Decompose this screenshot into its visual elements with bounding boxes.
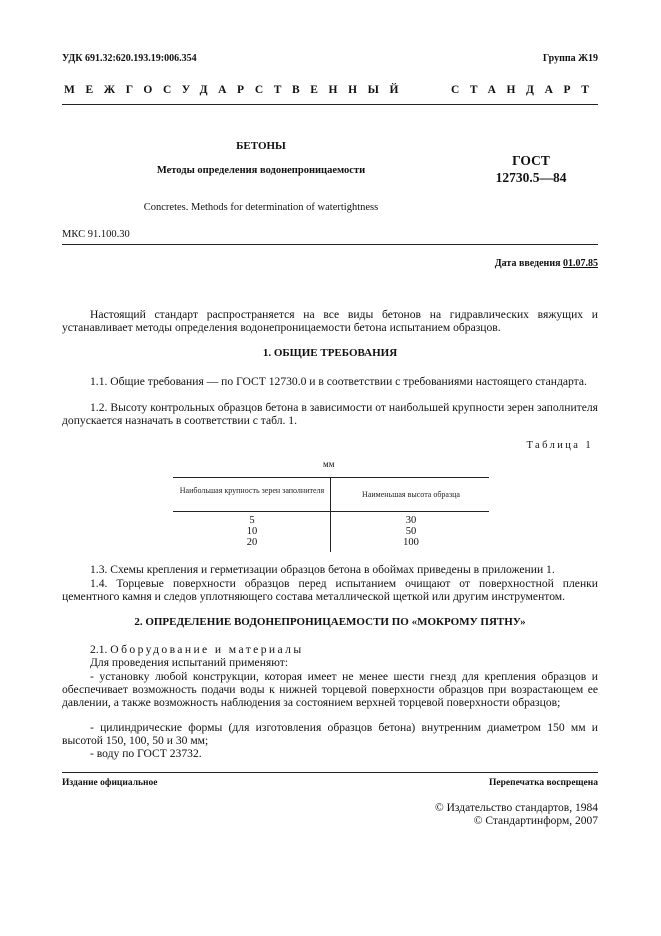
table-unit: мм [323,459,335,469]
section2-subsection [62,644,598,657]
table-column-divider [330,477,331,552]
section1-p1: 1.1. Общие требования — по ГОСТ 12730.0 и в соответствии с требованиями настоящего стандарта. [90,375,587,388]
section2-title: 2. ОПРЕДЕЛЕНИЕ ВОДОНЕПРОНИЦАЕМОСТИ ПО «МОКРОМУ ПЯТНУ» [134,616,526,628]
table-cell-height: 100 [403,537,419,548]
mks-code: МКС 91.100.30 [62,229,130,240]
list-item: - установку любой конструкции, которая имеет не менее шести гнезд для крепления образцов и обеспечивает возможность подачи воды к нижней торцевой поверхности образцов при возрастающем ее давлении, а также возможность наблюдения за состоянием верхней торцевой поверхности образцов; [62,670,598,709]
interstate-label: МЕЖГОСУДАРСТВЕННЫЙ [64,84,410,96]
udk-code: УДК 691.32:620.193.19:006.354 [62,53,197,64]
table-header-col1: Наибольшая крупность зерен заполнителя [179,486,325,495]
intro-date [495,258,598,269]
english-title: Concretes. Methods for determination of watertightness [143,202,379,213]
copyright-1984: © Издательство стандартов, 1984 [434,802,598,814]
group-code: Группа Ж19 [542,53,598,64]
official-edition: Издание официальное [62,778,158,788]
table-cell-grain: 10 [246,526,258,537]
list-item: - цилиндрические формы (для изготовления образцов бетона) внутренним диаметром 150 мм и высотой 150, 100, 50 и 30 мм; [62,721,598,747]
section2-sub-number: 2.1. [90,643,108,656]
intro-paragraph: Настоящий стандарт распространяется на все виды бетонов на гидравлических вяжущих и устанавливает методы определения водонепроницаемости бетона испытанием образцов. [62,308,598,334]
section2-sub-label: Оборудование и материалы [110,643,304,656]
gost-label: ГОСТ [512,153,550,168]
doc-subtitle: Методы определения водонепроницаемости [156,165,366,176]
table-header-rule [173,511,489,512]
section1-p2: 1.2. Высоту контрольных образцов бетона в зависимости от наибольшей крупности зерен заполнителя допускается назначать в соответствии с табл. 1. [62,401,598,427]
standard-label: СТАНДАРТ [451,84,600,96]
copyright-2007: © Стандартинформ, 2007 [473,815,598,827]
section1-p4: 1.4. Торцевые поверхности образцов перед испытанием очищают от поверхностной пленки цементного камня и следов уплотняющего состава металлической щеткой или другим инструментом. [62,577,598,603]
intro-date-value: 01.07.85 [563,258,598,269]
table-cell-height: 50 [405,526,417,537]
header-rule [62,104,598,105]
table-top-rule [173,477,489,478]
table-cell-grain: 20 [246,537,258,548]
table-cell-grain: 5 [249,515,255,526]
reprint-notice: Перепечатка воспрещена [488,778,598,788]
doc-title: БЕТОНЫ [236,140,286,152]
section1-p3: 1.3. Схемы крепления и герметизации образцов бетона в обоймах приведены в приложении 1. [90,563,555,576]
footer-rule [62,772,598,773]
table-cell-height: 30 [405,515,417,526]
mks-rule [62,244,598,245]
table-header-col2: Наименьшая высота образца [362,490,460,499]
intro-date-label: Дата введения [494,258,561,269]
gost-number: 12730.5—84 [495,170,567,185]
list-item: - воду по ГОСТ 23732. [90,747,202,760]
table-caption: Таблица 1 [526,440,593,451]
section2-lead: Для проведения испытаний применяют: [90,656,289,669]
section1-title: 1. ОБЩИЕ ТРЕБОВАНИЯ [262,347,398,359]
